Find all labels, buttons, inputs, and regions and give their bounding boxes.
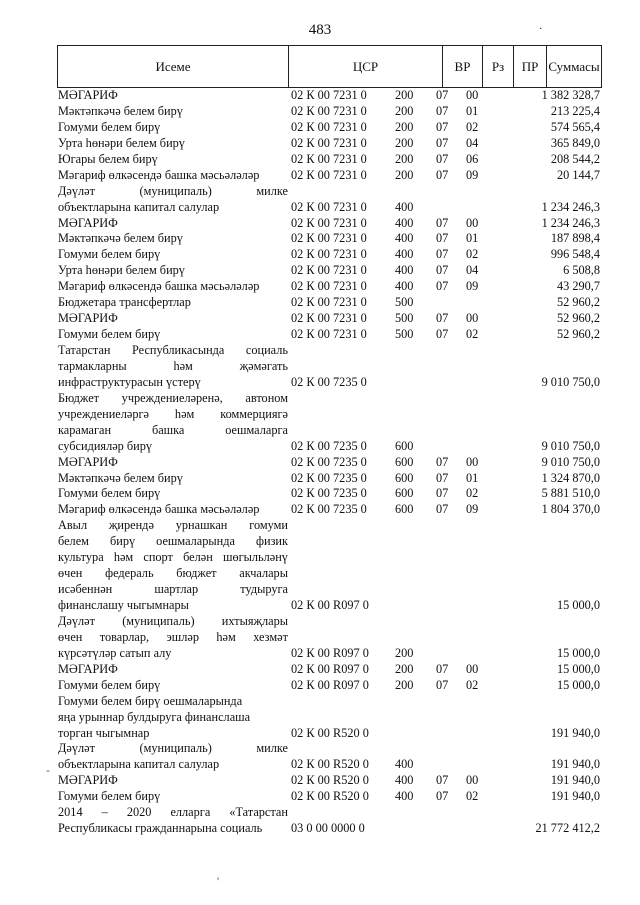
row-name — [58, 614, 288, 630]
table-row — [0, 614, 640, 630]
row-pr: 09 — [466, 279, 479, 294]
row-pr: 09 — [466, 502, 479, 517]
row-name: Урта һөнәри белем бирү — [58, 263, 185, 278]
row-rz: 07 — [436, 470, 449, 485]
row-vr: 200 — [395, 119, 414, 134]
row-rz: 07 — [436, 119, 449, 134]
row-name — [58, 805, 288, 821]
row-rz: 07 — [436, 103, 449, 118]
table-row — [0, 598, 640, 614]
row-pr: 00 — [466, 88, 479, 102]
table-row — [0, 327, 640, 343]
row-sum: 6 508,8 — [563, 263, 600, 278]
row-sum: 1 382 328,7 — [541, 88, 600, 102]
table-row — [0, 359, 640, 375]
table-header — [57, 45, 602, 88]
row-rz: 07 — [436, 661, 449, 676]
row-name-word: коммерциягә — [220, 406, 288, 421]
row-sum: 208 544,2 — [550, 151, 600, 166]
row-name — [58, 359, 288, 375]
row-name-word: (муниципаль) — [139, 741, 212, 756]
row-sum: 191 940,0 — [550, 773, 600, 788]
table-row — [0, 821, 640, 837]
row-name-word: җирендә — [108, 518, 154, 533]
row-csr: 02 К 00 7235 0 — [291, 438, 367, 453]
table-row — [0, 455, 640, 471]
row-name — [58, 423, 288, 439]
row-name-word: бюджет — [176, 566, 217, 581]
row-name-word: белән — [183, 550, 213, 565]
row-name-word: (муниципаль) — [139, 183, 212, 198]
row-name: Мәгариф өлкәсендә башка мәсьәләләр — [58, 502, 260, 517]
row-name-word: Дәүләт — [58, 613, 95, 628]
row-csr: 02 К 00 7231 0 — [291, 88, 367, 102]
row-pr: 00 — [466, 311, 479, 326]
row-sum: 9 010 750,0 — [541, 438, 600, 453]
row-name-word: культура — [58, 550, 104, 565]
row-name-word: исәбеннән — [58, 582, 113, 597]
table-row — [0, 88, 640, 104]
row-vr: 600 — [395, 454, 414, 469]
row-csr: 02 К 00 7231 0 — [291, 247, 367, 262]
row-rz: 07 — [436, 151, 449, 166]
row-name-word: автоном — [245, 390, 288, 405]
row-vr: 200 — [395, 103, 414, 118]
table-row — [0, 550, 640, 566]
header-csr: ЦСР — [289, 46, 443, 87]
row-name-word: белем — [58, 534, 89, 549]
row-sum: 15 000,0 — [556, 677, 600, 692]
table-row — [0, 295, 640, 311]
row-sum: 52 960,2 — [556, 327, 600, 342]
row-pr: 02 — [466, 677, 479, 692]
table-row — [0, 502, 640, 518]
row-rz: 07 — [436, 502, 449, 517]
table-row — [0, 168, 640, 184]
row-name-word: һәм — [113, 550, 134, 565]
row-csr: 02 К 00 7231 0 — [291, 119, 367, 134]
row-name-word: спорт — [143, 550, 173, 565]
row-sum: 43 290,7 — [556, 279, 600, 294]
row-csr: 02 К 00 7235 0 — [291, 502, 367, 517]
row-rz: 07 — [436, 327, 449, 342]
row-name: МӘГАРИФ — [58, 454, 118, 469]
row-name: МӘГАРИФ — [58, 661, 118, 676]
row-csr: 02 К 00 7231 0 — [291, 279, 367, 294]
row-sum: 191 940,0 — [550, 725, 600, 740]
row-name-word: һәм — [173, 358, 193, 373]
row-name: Бюджетара трансфертлар — [58, 295, 191, 310]
row-name: МӘГАРИФ — [58, 215, 118, 230]
row-pr: 02 — [466, 327, 479, 342]
row-pr: 00 — [466, 215, 479, 230]
row-csr: 02 К 00 7231 0 — [291, 151, 367, 166]
row-csr: 02 К 00 7235 0 — [291, 470, 367, 485]
row-name-word: өчен — [58, 566, 83, 581]
row-csr: 02 К 00 7231 0 — [291, 135, 367, 150]
table-row — [0, 136, 640, 152]
row-name — [58, 630, 288, 646]
row-name: МӘГАРИФ — [58, 773, 118, 788]
table-row — [0, 757, 640, 773]
row-csr: 02 К 00 R520 0 — [291, 789, 369, 804]
row-pr: 00 — [466, 661, 479, 676]
row-name: Мәгариф өлкәсендә башка мәсьәләләр — [58, 279, 260, 294]
table-row — [0, 471, 640, 487]
table-row — [0, 486, 640, 502]
row-pr: 06 — [466, 151, 479, 166]
table-row — [0, 662, 640, 678]
row-rz: 07 — [436, 263, 449, 278]
table-row — [0, 184, 640, 200]
row-vr: 600 — [395, 470, 414, 485]
page-number: 483 — [308, 22, 332, 38]
header-vr: ВР — [443, 46, 483, 87]
row-csr: 02 К 00 R520 0 — [291, 773, 369, 788]
row-name: объектларына капитал салулар — [58, 757, 220, 772]
row-sum: 1 234 246,3 — [541, 199, 600, 214]
row-name: Гомуми белем бирү — [58, 789, 161, 804]
row-name-word: «Татарстан — [229, 805, 288, 820]
row-rz: 07 — [436, 88, 449, 102]
row-name-word: шөгыльләнү — [222, 550, 288, 565]
row-sum: 1 804 370,0 — [541, 502, 600, 517]
row-vr: 400 — [395, 263, 414, 278]
table-row — [0, 534, 640, 550]
row-vr: 500 — [395, 311, 414, 326]
row-name-word: 2014 — [58, 805, 83, 820]
row-rz: 07 — [436, 231, 449, 246]
row-vr: 400 — [395, 247, 414, 262]
row-pr: 01 — [466, 231, 479, 246]
table-row — [0, 152, 640, 168]
row-name: Гомуми белем бирү — [58, 327, 161, 342]
row-name-word: елларга — [170, 805, 211, 820]
row-vr: 400 — [395, 773, 414, 788]
row-csr: 02 К 00 R097 0 — [291, 598, 369, 612]
row-name-word: карамаган — [58, 422, 112, 437]
table-row — [0, 216, 640, 232]
table-row — [0, 566, 640, 582]
table-row — [0, 391, 640, 407]
row-name: Республикасы гражданнарына социаль — [58, 821, 263, 836]
table-row — [0, 200, 640, 216]
row-rz: 07 — [436, 773, 449, 788]
table-row — [0, 726, 640, 742]
row-name-word: урнашкан — [175, 518, 228, 533]
row-name: Гомуми белем бирү — [58, 119, 161, 134]
row-name-word: милке — [256, 183, 288, 198]
row-sum: 996 548,4 — [550, 247, 600, 262]
scan-speck: ' — [217, 874, 220, 888]
row-name: финанслашу чыгымнары — [58, 598, 189, 612]
row-rz: 07 — [436, 135, 449, 150]
row-name-word: милке — [256, 741, 288, 756]
row-rz: 07 — [436, 247, 449, 262]
row-name: Гомуми белем бирү — [58, 486, 161, 501]
row-sum: 365 849,0 — [550, 135, 600, 150]
row-csr: 02 К 00 7231 0 — [291, 199, 367, 214]
row-pr: 01 — [466, 470, 479, 485]
row-vr: 400 — [395, 789, 414, 804]
table-row — [0, 407, 640, 423]
row-sum: 15 000,0 — [556, 645, 600, 660]
row-rz: 07 — [436, 454, 449, 469]
row-rz: 07 — [436, 279, 449, 294]
row-name-word: – — [101, 805, 108, 820]
row-name-word: (муниципаль) — [122, 613, 195, 628]
row-name: субсидияләр бирү — [58, 438, 153, 453]
row-name: яңа урыннар булдыруга финанслаша — [58, 709, 251, 724]
header-rz: Рз — [483, 46, 514, 87]
row-name: Югары белем бирү — [58, 151, 158, 166]
table-row — [0, 247, 640, 263]
table-row — [0, 104, 640, 120]
table-row — [0, 582, 640, 598]
row-name-word: учреждениеләренә, — [121, 390, 223, 405]
row-name — [58, 518, 288, 534]
row-vr: 200 — [395, 645, 414, 660]
row-name — [58, 550, 288, 566]
row-name-word: шартлар — [154, 582, 199, 597]
table-row — [0, 741, 640, 757]
row-name: Гомуми белем бирү — [58, 677, 161, 692]
row-name-word: тармакларны — [58, 358, 127, 373]
table-row — [0, 279, 640, 295]
header-pr: ПР — [514, 46, 547, 87]
row-name-word: эшләр — [166, 629, 199, 644]
row-sum: 15 000,0 — [556, 661, 600, 676]
row-name-word: Авыл — [58, 518, 88, 533]
row-name — [58, 566, 288, 582]
table-row — [0, 789, 640, 805]
row-name: МӘГАРИФ — [58, 311, 118, 326]
header-name: Исеме — [58, 46, 289, 87]
row-name-word: Татарстан — [58, 343, 111, 357]
row-pr: 02 — [466, 247, 479, 262]
row-sum: 5 881 510,0 — [541, 486, 600, 501]
row-vr: 200 — [395, 135, 414, 150]
table-row — [0, 773, 640, 789]
row-sum: 9 010 750,0 — [541, 374, 600, 389]
row-csr: 02 К 00 7235 0 — [291, 486, 367, 501]
table-row — [0, 231, 640, 247]
row-name: күрсәтүләр сатып алу — [58, 645, 172, 660]
row-vr: 400 — [395, 279, 414, 294]
table-row — [0, 120, 640, 136]
row-rz: 07 — [436, 789, 449, 804]
row-name-word: оешмаларга — [225, 422, 288, 437]
row-csr: 02 К 00 R520 0 — [291, 757, 369, 772]
row-pr: 02 — [466, 119, 479, 134]
row-pr: 02 — [466, 789, 479, 804]
row-csr: 02 К 00 7231 0 — [291, 215, 367, 230]
row-vr: 400 — [395, 231, 414, 246]
row-pr: 09 — [466, 167, 479, 182]
row-pr: 04 — [466, 263, 479, 278]
row-name: Урта һөнәри белем бирү — [58, 135, 185, 150]
row-sum: 187 898,4 — [550, 231, 600, 246]
table-row — [0, 439, 640, 455]
table-row — [0, 311, 640, 327]
row-vr: 500 — [395, 295, 414, 310]
row-csr: 02 К 00 R097 0 — [291, 645, 369, 660]
row-name — [58, 391, 288, 407]
table-row — [0, 263, 640, 279]
row-pr: 04 — [466, 135, 479, 150]
row-sum: 15 000,0 — [556, 598, 600, 612]
row-name-word: учреждениеләргә — [58, 406, 150, 421]
table-row — [0, 694, 640, 710]
row-name-word: Дәүләт — [58, 741, 95, 756]
row-name-word: җәмәгать — [239, 358, 288, 373]
row-name-word: ихтыяҗлары — [221, 613, 288, 628]
row-name: Мәгариф өлкәсендә башка мәсьәләләр — [58, 167, 260, 182]
row-name: объектларына капитал салулар — [58, 199, 220, 214]
row-pr: 00 — [466, 454, 479, 469]
row-name-word: физик — [256, 534, 288, 549]
row-vr: 600 — [395, 438, 414, 453]
table-row — [0, 518, 640, 534]
row-name: Мәктәпкәчә белем бирү — [58, 231, 183, 246]
row-name-word: башка — [151, 422, 185, 437]
row-rz: 07 — [436, 167, 449, 182]
row-vr: 400 — [395, 199, 414, 214]
row-name — [58, 741, 288, 757]
row-name: Мәктәпкәчә белем бирү — [58, 470, 183, 485]
row-vr: 500 — [395, 327, 414, 342]
row-name-word: тудыруга — [240, 582, 288, 597]
row-rz: 07 — [436, 486, 449, 501]
row-sum: 191 940,0 — [550, 789, 600, 804]
row-sum: 21 772 412,2 — [535, 821, 600, 836]
row-csr: 02 К 00 7231 0 — [291, 327, 367, 342]
row-csr: 02 К 00 R097 0 — [291, 661, 369, 676]
row-rz: 07 — [436, 677, 449, 692]
row-name-word: һәм — [216, 629, 236, 644]
row-name — [58, 534, 288, 550]
row-csr: 02 К 00 R520 0 — [291, 725, 369, 740]
row-vr: 200 — [395, 167, 414, 182]
row-pr: 01 — [466, 103, 479, 118]
row-vr: 200 — [395, 88, 414, 102]
row-pr: 00 — [466, 773, 479, 788]
row-name-word: оешмаларында — [156, 534, 235, 549]
row-vr: 200 — [395, 677, 414, 692]
row-name: Гомуми белем бирү — [58, 247, 161, 262]
row-pr: 02 — [466, 486, 479, 501]
table-row — [0, 646, 640, 662]
row-name-word: 2020 — [126, 805, 152, 820]
row-vr: 600 — [395, 486, 414, 501]
table-row — [0, 375, 640, 391]
row-name — [58, 407, 288, 423]
row-sum: 191 940,0 — [550, 757, 600, 772]
row-name-word: Дәүләт — [58, 183, 95, 198]
row-name-word: федераль — [105, 566, 154, 581]
row-csr: 02 К 00 7235 0 — [291, 374, 367, 389]
row-vr: 400 — [395, 757, 414, 772]
row-name-word: өчен — [58, 629, 83, 644]
row-sum: 213 225,4 — [550, 103, 600, 118]
row-name-word: бирү — [109, 534, 136, 549]
row-sum: 52 960,2 — [556, 295, 600, 310]
row-name: Гомуми белем бирү оешмаларында — [58, 693, 243, 708]
row-name: инфраструктурасын үстерү — [58, 374, 201, 389]
row-name-word: хезмәт — [253, 629, 288, 644]
row-csr: 02 К 00 R097 0 — [291, 677, 369, 692]
row-vr: 200 — [395, 661, 414, 676]
table-row — [0, 423, 640, 439]
row-csr: 02 К 00 7231 0 — [291, 167, 367, 182]
row-name — [58, 343, 288, 359]
row-sum: 574 565,4 — [550, 119, 600, 134]
row-name-word: Бюджет — [58, 390, 100, 405]
row-csr: 02 К 00 7231 0 — [291, 103, 367, 118]
row-sum: 20 144,7 — [556, 167, 600, 182]
table-body — [0, 88, 640, 837]
row-vr: 200 — [395, 151, 414, 166]
row-sum: 9 010 750,0 — [541, 454, 600, 469]
row-name: Мәктәпкәчә белем бирү — [58, 103, 183, 118]
row-csr: 02 К 00 7231 0 — [291, 231, 367, 246]
row-csr: 02 К 00 7231 0 — [291, 263, 367, 278]
row-csr: 03 0 00 0000 0 — [291, 821, 365, 836]
row-name — [58, 184, 288, 200]
row-name-word: һәм — [174, 406, 195, 421]
table-row — [0, 710, 640, 726]
scan-speck: · — [539, 24, 543, 35]
row-name-word: Республикасында — [132, 343, 225, 357]
row-sum: 52 960,2 — [556, 311, 600, 326]
row-csr: 02 К 00 7235 0 — [291, 454, 367, 469]
table-row — [0, 805, 640, 821]
row-rz: 07 — [436, 215, 449, 230]
row-name-word: акчалары — [239, 566, 288, 581]
row-csr: 02 К 00 7231 0 — [291, 311, 367, 326]
row-vr: 600 — [395, 502, 414, 517]
row-name-word: товарлар, — [99, 629, 150, 644]
row-name — [58, 582, 288, 598]
table-row — [0, 630, 640, 646]
row-sum: 1 234 246,3 — [541, 215, 600, 230]
row-rz: 07 — [436, 311, 449, 326]
scan-speck: - — [46, 763, 50, 777]
row-vr: 400 — [395, 215, 414, 230]
table-row — [0, 343, 640, 359]
row-name-word: гомуми — [249, 518, 288, 533]
row-sum: 1 324 870,0 — [541, 470, 600, 485]
row-name-word: социаль — [245, 343, 288, 357]
row-name: МӘГАРИФ — [58, 88, 118, 102]
row-csr: 02 К 00 7231 0 — [291, 295, 367, 310]
header-sum: Суммасы — [548, 58, 600, 74]
row-name: торган чыгымнар — [58, 725, 150, 740]
table-row — [0, 678, 640, 694]
